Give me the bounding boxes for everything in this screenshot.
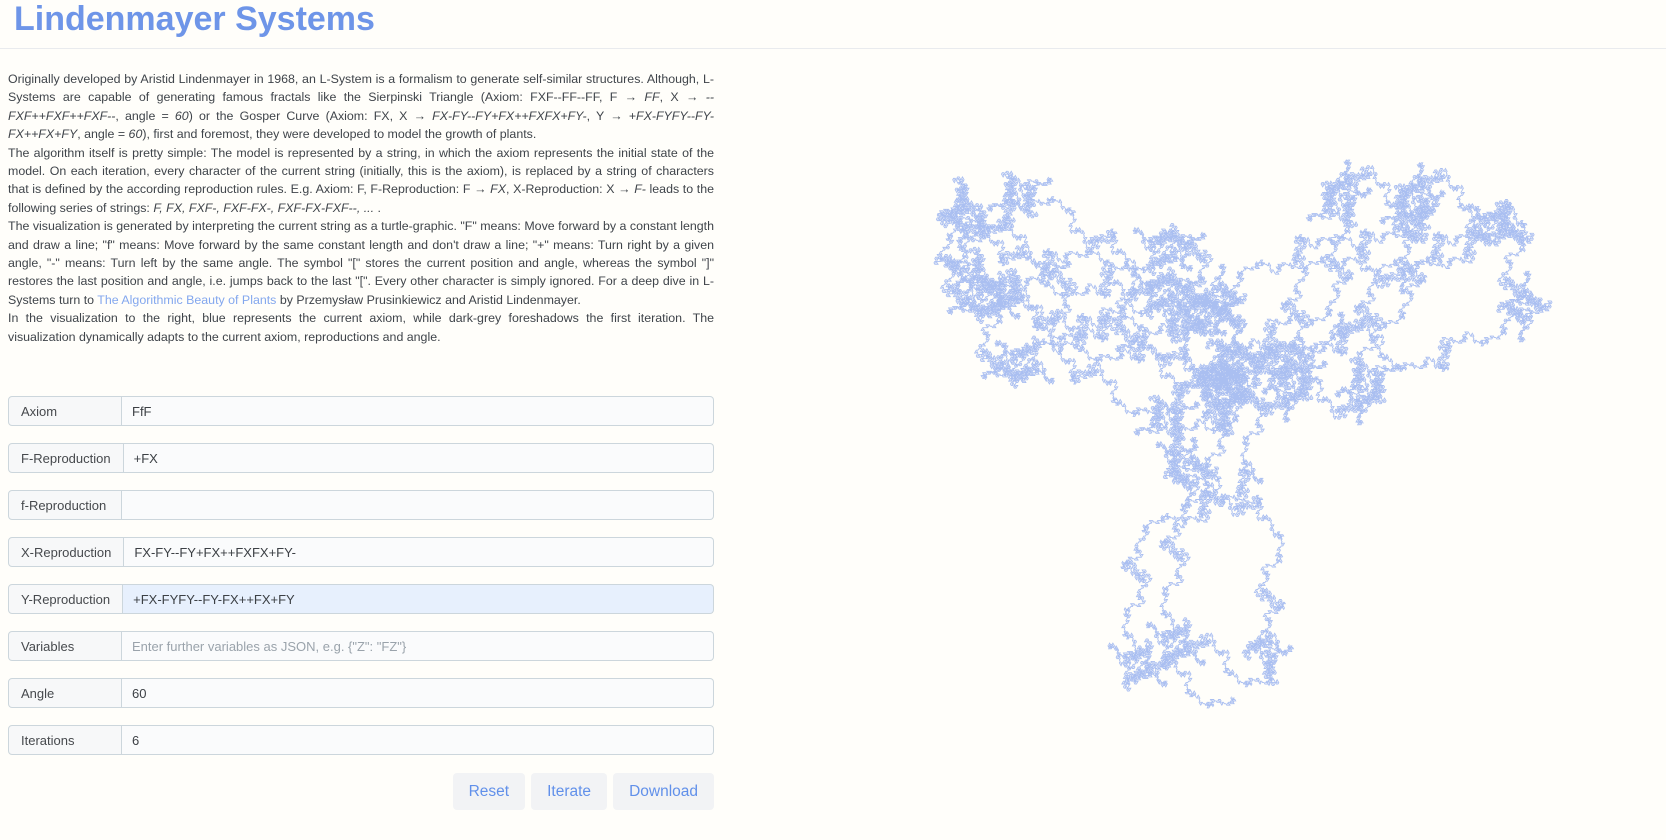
intro-text-segment: F- (634, 182, 646, 197)
angle-label: Angle (8, 678, 122, 708)
download-button[interactable]: Download (613, 773, 714, 810)
intro-text-segment: 60 (174, 108, 189, 123)
form-row-iterations (8, 725, 714, 755)
variables-input[interactable] (122, 631, 714, 661)
intro-paragraph (8, 70, 714, 144)
x-reproduction-input[interactable] (124, 537, 714, 567)
form-row-f-lower-reproduction (8, 490, 714, 520)
page-title: Lindenmayer Systems (14, 0, 375, 38)
intro-text (8, 70, 714, 346)
y-reproduction-label: Y-Reproduction (8, 584, 123, 614)
intro-text-segment: Originally developed by Aristid Lindenmayer in 1968, an L-System is a formalism to generate self-similar structures. Although, L-Systems are capable of generating famous fractals like the Sierpinski Triangle (Axiom: FXF--FF--FF, F → (8, 72, 714, 105)
intro-text-segment: , angle = (77, 127, 129, 142)
reset-button[interactable]: Reset (453, 773, 526, 810)
intro-text-segment: FX (490, 182, 506, 197)
f-lower-reproduction-label: f-Reproduction (8, 490, 122, 520)
intro-text-segment: by Przemysław Prusinkiewicz and Aristid Lindenmayer. (276, 292, 581, 307)
f-reproduction-input[interactable] (124, 443, 714, 473)
axiom-input[interactable] (122, 396, 714, 426)
intro-paragraph (8, 144, 714, 218)
intro-text-segment: , angle = (115, 108, 175, 123)
form-row-f-reproduction (8, 443, 714, 473)
angle-input[interactable] (122, 678, 714, 708)
intro-text-segment: The visualization is generated by interpreting the current string as a turtle-graphic. "F" means: Move forward by a constant length and draw a line; "f" means: Move forward by the same constant length and don't draw a line; "+" means: Turn right by a given angle, "-" means: Turn left by the same angle. The symbol "[" stores the current position and angle, whereas the symbol "]" restores the last position and angle, i.e. jumps back to the last "[". Every other character is simply ignored. For a deep dive in L-Systems turn to (8, 219, 714, 307)
algorithmic-beauty-link[interactable]: The Algorithmic Beauty of Plants (97, 292, 277, 307)
form-row-x-reproduction (8, 537, 714, 567)
intro-text-segment: leads to the following series of strings: (8, 182, 714, 215)
intro-text-segment: ), first and foremost, they were developed to model the growth of plants. (142, 127, 537, 142)
intro-text-segment: , X → (659, 90, 706, 105)
iterations-label: Iterations (8, 725, 122, 755)
form-row-axiom (8, 396, 714, 426)
lsystem-canvas (928, 75, 1558, 793)
variables-label: Variables (8, 631, 122, 661)
header-divider (0, 48, 1666, 49)
intro-paragraph (8, 309, 714, 346)
intro-text-segment: FX-FY--FY+FX++FXFX+FY- (432, 108, 587, 123)
intro-text-segment: FF (644, 90, 660, 105)
axiom-label: Axiom (8, 396, 122, 426)
form-row-angle (8, 678, 714, 708)
intro-text-segment: , Y → (586, 108, 629, 123)
button-row (8, 773, 714, 810)
intro-text-segment: +FX-FYFY--FY-FX++FX+FY (8, 108, 715, 142)
intro-text-segment: ) or the Gosper Curve (Axiom: FX, X → (188, 108, 433, 123)
intro-text-segment: . (377, 200, 381, 215)
intro-text-segment: The algorithm itself is pretty simple: The model is represented by a string, in which the axiom represents the initial state of the model. On each iteration, every character of the current string (initially, this is the axiom), is replaced by a string of characters that is defined by the according reproduction rules. E.g. Axiom: F, F-Reproduction: F → (8, 145, 714, 197)
form-row-y-reproduction (8, 584, 714, 614)
intro-text-segment: 60 (128, 127, 143, 142)
x-reproduction-label: X-Reproduction (8, 537, 124, 567)
intro-text-segment: , X-Reproduction: X → (505, 182, 635, 197)
iterate-button[interactable]: Iterate (531, 773, 607, 810)
intro-text-segment: F, FX, FXF-, FXF-FX-, FXF-FX-FXF--, ... (153, 200, 378, 215)
lsystem-form (8, 396, 714, 772)
intro-text-segment: --FXF++FXF++FXF-- (8, 90, 714, 123)
f-reproduction-label: F-Reproduction (8, 443, 124, 473)
iterations-input[interactable] (122, 725, 714, 755)
f-lower-reproduction-input[interactable] (122, 490, 714, 520)
intro-paragraph (8, 217, 714, 309)
y-reproduction-input[interactable] (123, 584, 714, 614)
form-row-variables (8, 631, 714, 661)
intro-text-segment: In the visualization to the right, blue represents the current axiom, while dark-grey foreshadows the first iteration. The visualization dynamically adapts to the current axiom, reproductions and angle. (8, 311, 714, 344)
